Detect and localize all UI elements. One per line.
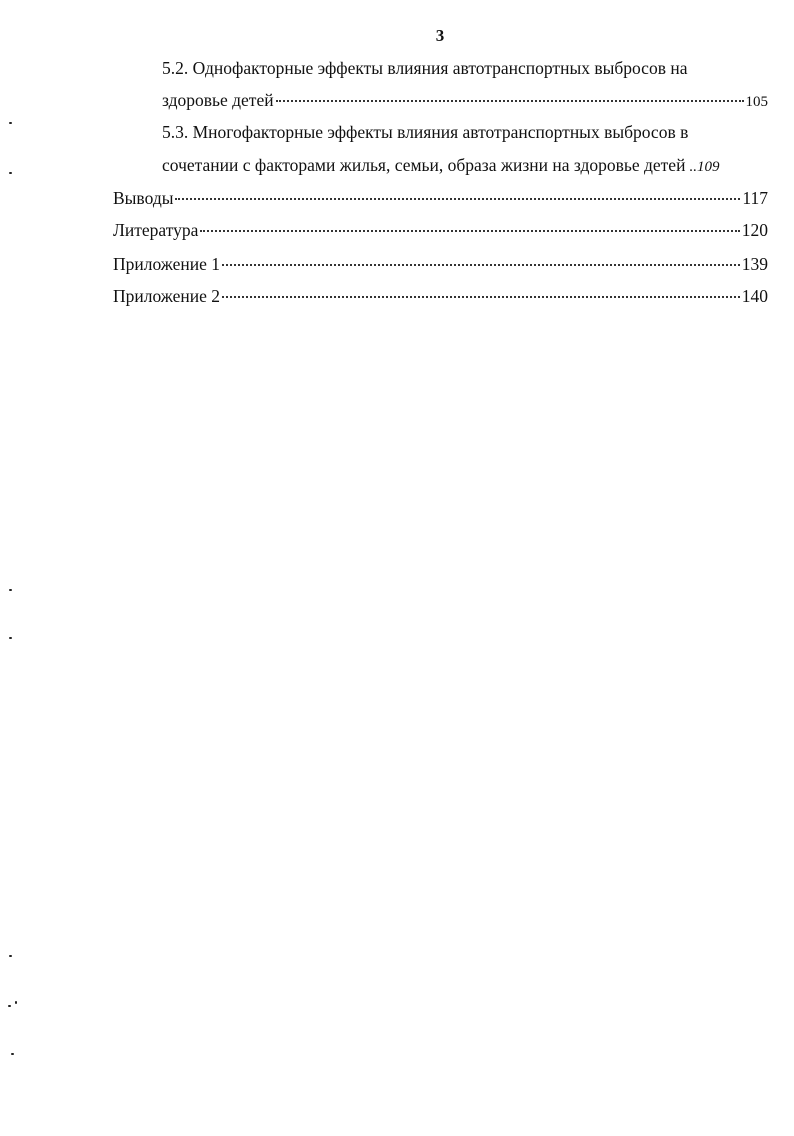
toc-item-appendix-1-page: 139 xyxy=(741,254,768,274)
toc-item-5-2 xyxy=(162,90,768,111)
toc-item-literature-page: 120 xyxy=(741,220,768,240)
toc-item-appendix-1 xyxy=(113,254,768,275)
toc-item-conclusions xyxy=(113,188,768,209)
toc-item-5-3-label: сочетании с факторами жилья, семьи, образа жизни на здоровье детей xyxy=(162,155,686,175)
scan-speck xyxy=(8,1005,11,1007)
scan-speck xyxy=(9,637,12,639)
scan-speck xyxy=(9,955,12,957)
leader-dots xyxy=(222,296,740,298)
scan-speck xyxy=(9,172,12,174)
toc-item-literature-label: Литература xyxy=(113,220,199,240)
leader-dots xyxy=(222,264,740,266)
page-number: 3 xyxy=(435,26,445,45)
toc-item-5-2-line1: 5.2. Однофакторные эффекты влияния автотранспортных выбросов на xyxy=(162,58,688,78)
leader-dots xyxy=(276,100,744,102)
leader-dots xyxy=(175,198,740,200)
toc-item-5-2-page: 105 xyxy=(745,94,768,110)
toc-item-5-2-label: здоровье детей xyxy=(162,90,274,110)
toc-item-5-3-page: ..109 xyxy=(689,159,720,175)
scan-speck xyxy=(9,589,12,591)
leader-dots xyxy=(200,230,739,232)
toc-item-literature xyxy=(113,220,768,241)
toc-item-appendix-2-label: Приложение 2 xyxy=(113,286,221,306)
toc-item-conclusions-page: 117 xyxy=(742,188,768,208)
toc-item-5-3-line1: 5.3. Многофакторные эффекты влияния автотранспортных выбросов в xyxy=(162,122,689,142)
toc-item-conclusions-label: Выводы xyxy=(113,188,174,208)
scan-speck xyxy=(9,122,12,124)
toc-item-5-3 xyxy=(162,155,768,176)
toc-item-appendix-2-page: 140 xyxy=(741,286,768,306)
toc-item-appendix-1-label: Приложение 1 xyxy=(113,254,221,274)
scan-speck xyxy=(11,1053,14,1055)
scan-speck xyxy=(15,1001,17,1004)
toc-item-appendix-2 xyxy=(113,286,768,307)
